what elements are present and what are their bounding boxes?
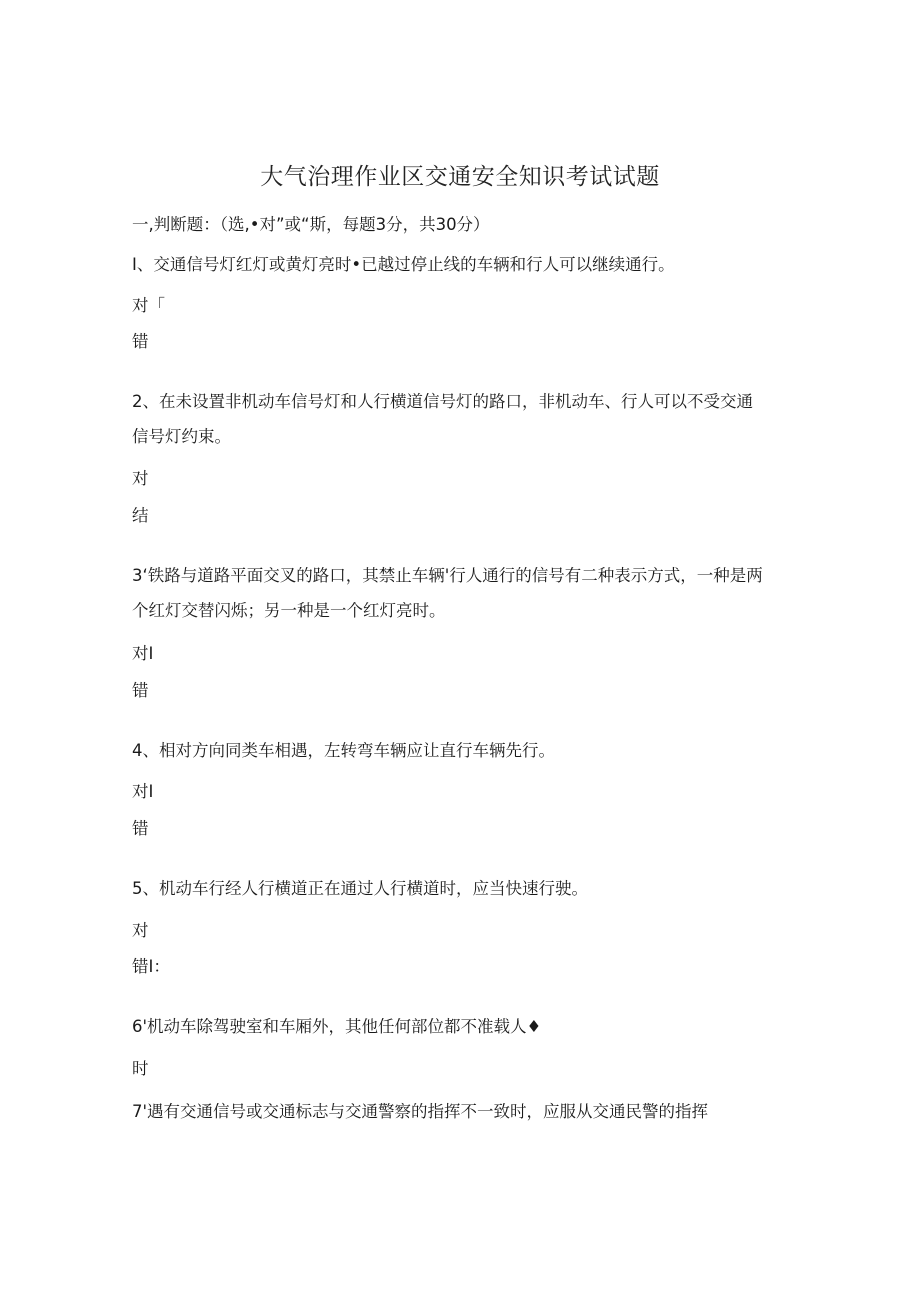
question-3-option-true: 对I xyxy=(132,644,154,663)
question-5-option-false: 错I： xyxy=(132,957,170,976)
question-3-text-line2: 个红灯交替闪烁；另一种是一个红灯亮时。 xyxy=(132,601,446,620)
question-3-text-line1: 3‘铁路与道路平面交叉的路口，其禁止车辆'行人通行的信号有二种表示方式，一种是两 xyxy=(132,566,763,585)
question-1-option-false: 错 xyxy=(132,332,149,351)
question-1-option-true: 对「 xyxy=(132,296,165,315)
question-2-text-line2: 信号灯约束。 xyxy=(132,427,231,446)
question-1-text: I、交通信号灯红灯或黄灯亮时•已越过停止线的车辆和行人可以继续通行。 xyxy=(132,255,675,274)
question-6-text: 6'机动车除驾驶室和车厢外，其他任何部位都不准载人♦ xyxy=(132,1017,542,1036)
question-2-option-true: 对 xyxy=(132,469,149,488)
question-4-option-true: 对I xyxy=(132,782,154,801)
question-2-text-line1: 2、在未设置非机动车信号灯和人行横道信号灯的路口，非机动车、行人可以不受交通 xyxy=(132,392,753,411)
exam-title: 大气治理作业区交通安全知识考试试题 xyxy=(260,164,660,190)
question-4-text: 4、相对方向同类车相遇，左转弯车辆应让直行车辆先行。 xyxy=(132,741,555,760)
question-5-option-true: 对 xyxy=(132,921,149,940)
question-6-option-true: 时 xyxy=(132,1059,149,1078)
question-3-option-false: 错 xyxy=(132,681,149,700)
section-heading: 一,判断题：（选,•对”或“斯，每题3分，共30分） xyxy=(132,215,490,234)
question-4-option-false: 错 xyxy=(132,819,149,838)
question-2-option-false: 结 xyxy=(132,506,149,525)
question-7-text: 7'遇有交通信号或交通标志与交通警察的指挥不一致时，应服从交通民警的指挥 xyxy=(132,1102,709,1121)
question-5-text: 5、机动车行经人行横道正在通过人行横道时，应当快速行驶。 xyxy=(132,879,588,898)
